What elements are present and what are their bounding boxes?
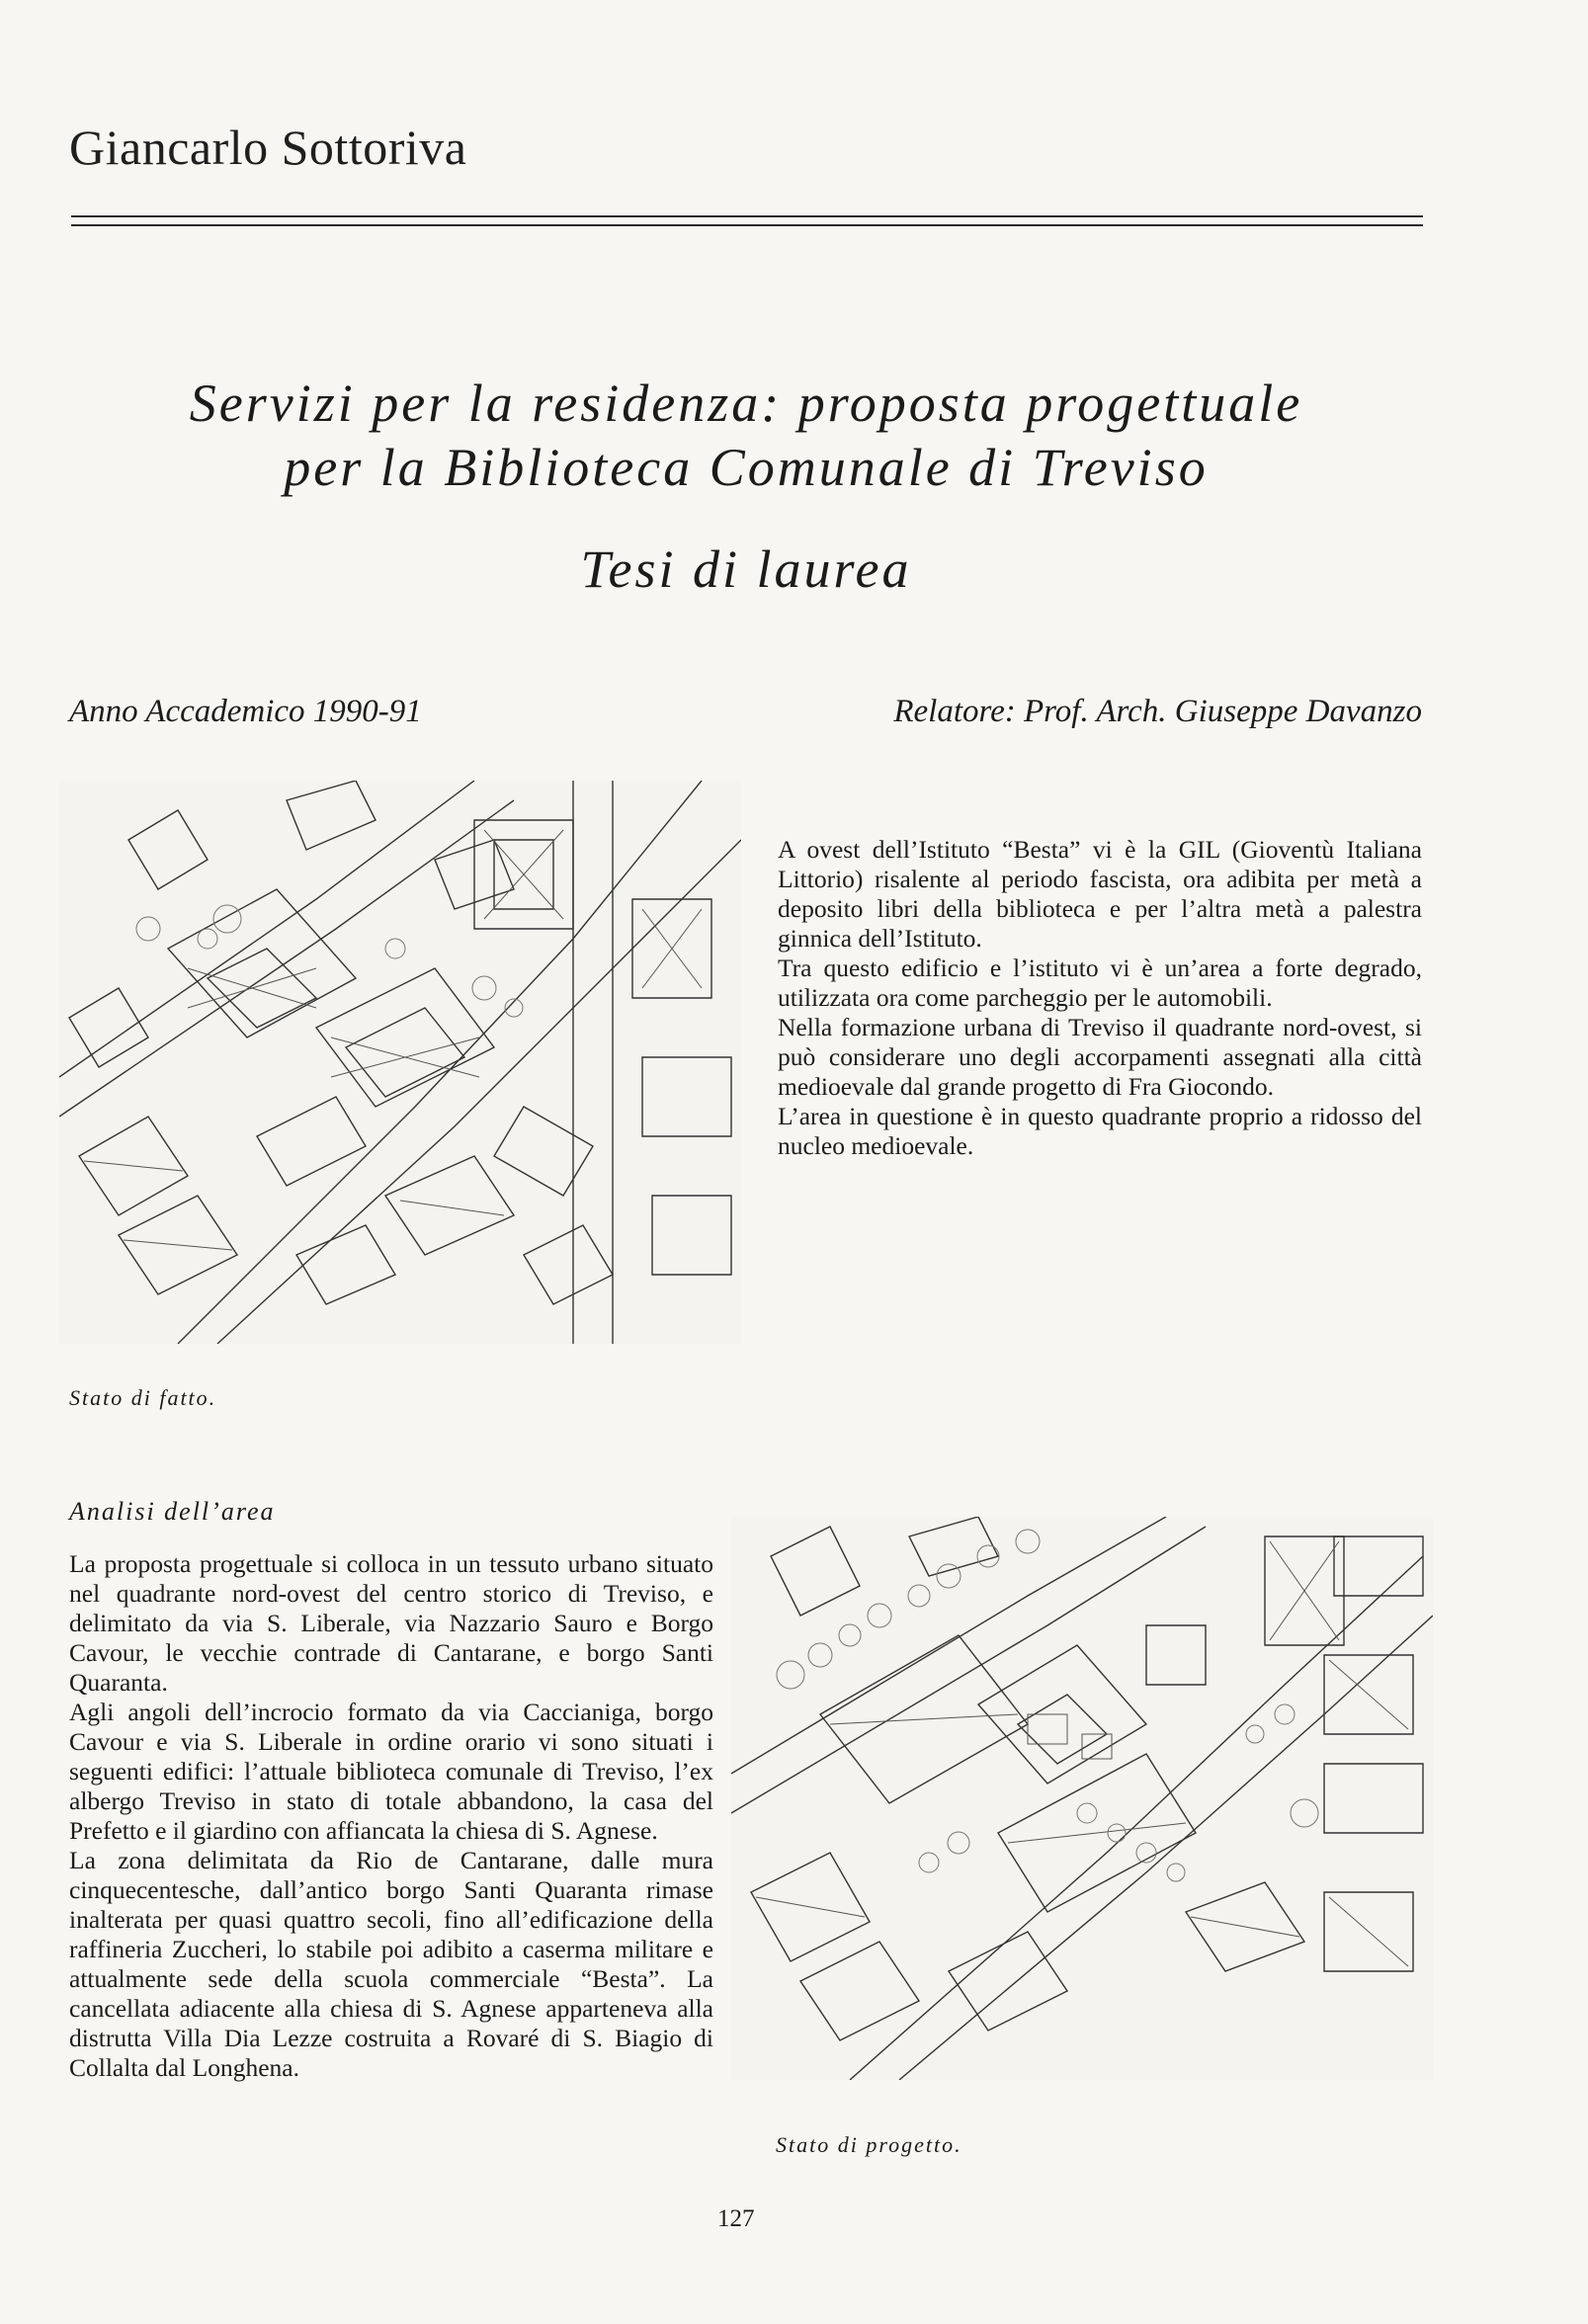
header-rule-top xyxy=(71,215,1423,217)
intro-paragraph: Nella formazione urbana di Treviso il quadrante nord-ovest, si può considerare uno degli accorpamenti assegnati alla città medioevale dal grande progetto di Fra Giocondo. xyxy=(778,1013,1422,1101)
project-drawing xyxy=(731,1517,1433,2080)
existing-state-caption: Stato di fatto. xyxy=(69,1385,217,1410)
existing-state-site-plan xyxy=(59,781,741,1344)
existing-state-drawing xyxy=(59,781,741,1344)
intro-paragraph: A ovest dell’Istituto “Besta” vi è la GIL (Gioventù Italiana Littorio) risalente al periodo fascista, ora adibita per metà a deposito libri della biblioteca e per l’altra metà a palestra ginnica dell’Istituto. xyxy=(778,835,1422,953)
analysis-paragraph: La proposta progettuale si colloca in un tessuto urbano situato nel quadrante nord-ovest del centro storico di Treviso, e delimitato da via S. Liberale, via Nazzario Sauro e Borgo Cavour, le vecchie contrade di Cantarane, e borgo Santi Quaranta. xyxy=(69,1549,713,1697)
article-title-line-1: Servizi per la residenza: proposta progettuale xyxy=(189,374,1303,433)
project-site-plan xyxy=(731,1517,1433,2080)
intro-paragraph: Tra questo edificio e l’istituto vi è un’area a forte degrado, utilizzata ora come parcheggio per le automobili. xyxy=(778,954,1422,1012)
analysis-paragraph: Agli angoli dell’incrocio formato da via Caccianiga, borgo Cavour e via S. Liberale in ordine orario vi sono situati i seguenti edifici: l’attuale biblioteca comunale di Treviso, l’ex albergo Treviso in stato di totale abbandono, la casa del Prefetto e il giardino con affiancata la chiesa di S. Agnese. xyxy=(69,1698,713,1845)
analysis-paragraph: La zona delimitata da Rio de Cantarane, dalle mura cinquecentesche, dall’antico borgo Santi Quaranta rimase inalterata per quasi quattro secoli, fino all’edificazione della raffineria Zuccheri, lo stabile poi adibito a caserma militare e attualmente sede della scuola commerciale “Besta”. La cancellata adiacente alla chiesa di S. Agnese apparteneva alla distrutta Villa Dia Lezze costruita a Rovaré di S. Biagio di Collalta dal Longhena. xyxy=(69,1846,713,2082)
intro-text xyxy=(778,835,1422,1161)
article-title-line-2: per la Biblioteca Comunale di Treviso xyxy=(284,438,1209,497)
intro-paragraph: L’area in questione è in questo quadrante proprio a ridosso del nucleo medioevale. xyxy=(778,1102,1422,1160)
analysis-text xyxy=(69,1549,713,2083)
header-rule-bottom xyxy=(71,224,1423,226)
project-state-caption: Stato di progetto. xyxy=(776,2132,962,2157)
page-number: 127 xyxy=(717,2205,755,2232)
academic-year: Anno Accademico 1990-91 xyxy=(69,694,422,729)
section-heading: Analisi dell’area xyxy=(69,1497,276,1526)
author-name: Giancarlo Sottoriva xyxy=(69,120,467,175)
article-subtitle: Tesi di laurea xyxy=(580,540,912,599)
thesis-advisor: Relatore: Prof. Arch. Giuseppe Davanzo xyxy=(893,694,1422,729)
